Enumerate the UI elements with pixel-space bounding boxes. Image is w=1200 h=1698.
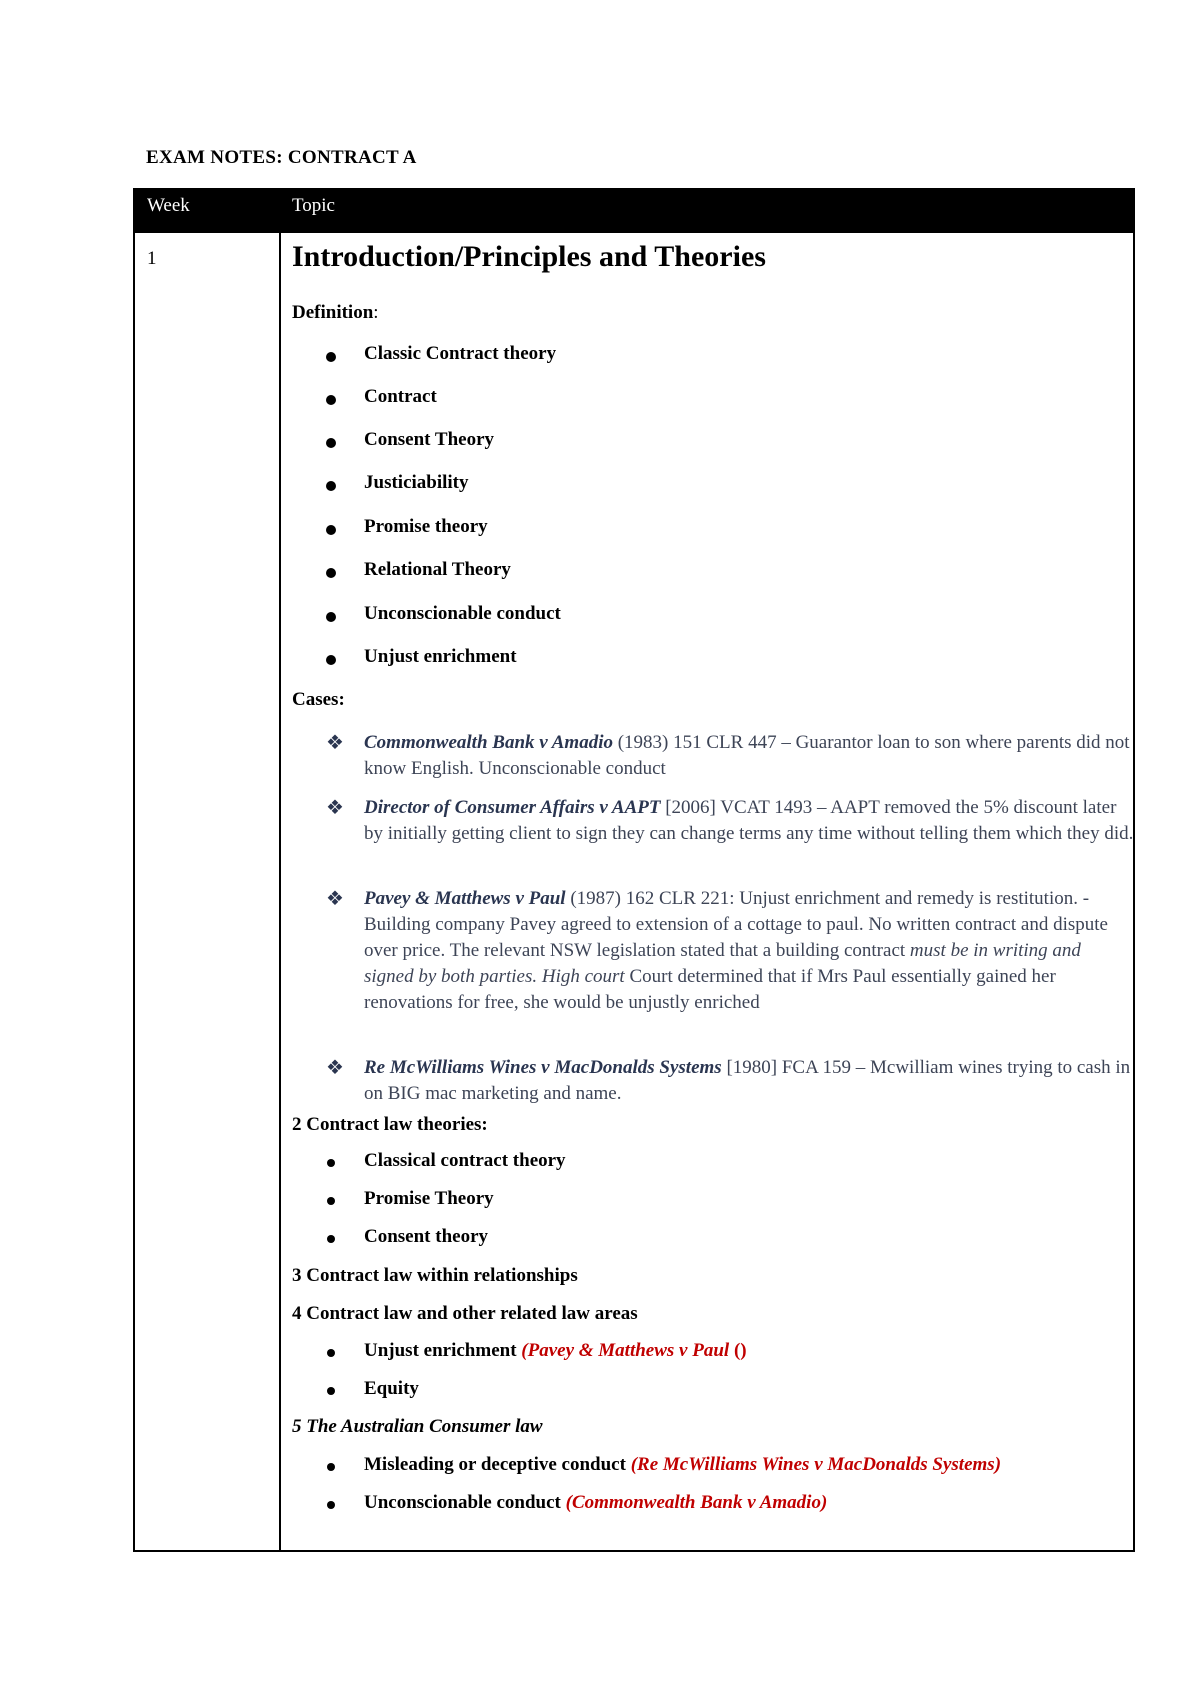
bullet-icon	[326, 612, 336, 622]
case-name: Pavey & Matthews v Paul	[364, 888, 566, 909]
definition-item-label: Relational Theory	[364, 559, 511, 580]
case-reference: (Pavey & Matthews v Paul	[521, 1340, 730, 1361]
definition-colon: :	[373, 302, 379, 323]
definition-item-label: Classic Contract theory	[364, 343, 557, 364]
section-4-item-text: Unjust enrichment	[364, 1340, 522, 1361]
case-detail: [1980] FCA 159 – Mcwilliam wines trying to cash in on BIG mac marketing and name.	[364, 1057, 1131, 1104]
notes-table	[133, 188, 1135, 1552]
case-name: Re McWilliams Wines v MacDonalds Systems	[364, 1057, 722, 1078]
bullet-icon	[326, 352, 336, 362]
bullet-icon	[327, 1159, 335, 1167]
bullet-icon	[327, 1197, 335, 1205]
section-5-label: 5 The Australian Consumer law	[292, 1416, 543, 1437]
section-2-item-label: Consent theory	[364, 1226, 489, 1247]
bullet-icon	[326, 655, 336, 665]
section-5-item-label	[364, 1492, 827, 1514]
case-text	[364, 1055, 1134, 1107]
diamond-bullet-icon: ❖	[326, 1055, 344, 1079]
definition-item-label: Unjust enrichment	[364, 646, 517, 667]
bullet-icon	[327, 1463, 335, 1471]
section-2-item-label: Classical contract theory	[364, 1150, 566, 1171]
bullet-icon	[326, 481, 336, 491]
case-detail-end: Court determined that if Mrs Paul essentially gained her renovations for free, she would be unjustly enriched	[364, 966, 1056, 1013]
bullet-icon	[326, 438, 336, 448]
case-name: Commonwealth Bank v Amadio	[364, 732, 613, 753]
header-topic: Topic	[292, 195, 335, 216]
section-2-label: 2 Contract law theories:	[292, 1114, 488, 1135]
case-text	[364, 730, 1134, 782]
section-2-item-label: Promise Theory	[364, 1188, 494, 1209]
week-number: 1	[147, 248, 157, 269]
definition-label-text: Definition	[292, 302, 374, 323]
case-detail: (1987) 162 CLR 221: Unjust enrichment and remedy is restitution. -Building company Pavey agreed to extension of a cottage to paul. No written contract and dispute over price. The relevant NSW legislation stated that a building contract	[364, 888, 1108, 961]
definition-item-label: Contract	[364, 386, 437, 407]
case-reference-close: ()	[729, 1340, 747, 1361]
bullet-icon	[326, 525, 336, 535]
case-text	[364, 886, 1134, 1016]
bullet-icon	[327, 1387, 335, 1395]
header-week: Week	[147, 195, 190, 216]
section-4-item-label: Equity	[364, 1378, 419, 1399]
topic-heading: Introduction/Principles and Theories	[292, 240, 766, 273]
section-4-item-label	[364, 1340, 747, 1362]
column-divider	[279, 233, 281, 1550]
definition-item-label: Unconscionable conduct	[364, 603, 561, 624]
case-italic-detail: must be in writing and signed by both parties. High court	[364, 940, 1081, 987]
case-reference: (Re McWilliams Wines v MacDonalds Systems)	[630, 1454, 1002, 1475]
bullet-icon	[327, 1235, 335, 1243]
section-5-item-label	[364, 1454, 1001, 1476]
bullet-icon	[327, 1501, 335, 1509]
case-detail: (1983) 151 CLR 447 – Guarantor loan to son where parents did not know English. Unconscionable conduct	[364, 732, 1130, 779]
diamond-bullet-icon: ❖	[326, 730, 344, 754]
section-5-item-text: Misleading or deceptive conduct	[364, 1454, 631, 1475]
case-text	[364, 795, 1134, 847]
section-5-item-text: Unconscionable conduct	[364, 1492, 566, 1513]
definition-item-label: Consent Theory	[364, 429, 495, 450]
document-title: EXAM NOTES: CONTRACT A	[146, 147, 417, 168]
section-4-label: 4 Contract law and other related law areas	[292, 1303, 638, 1324]
definition-item-label: Promise theory	[364, 516, 488, 537]
bullet-icon	[327, 1349, 335, 1357]
definition-item-label: Justiciability	[364, 472, 469, 493]
bullet-icon	[326, 568, 336, 578]
bullet-icon	[326, 395, 336, 405]
case-name: Director of Consumer Affairs v AAPT	[364, 797, 661, 818]
table-header	[135, 190, 1133, 233]
section-3-label: 3 Contract law within relationships	[292, 1265, 578, 1286]
definition-label	[292, 302, 379, 324]
diamond-bullet-icon: ❖	[326, 886, 344, 910]
diamond-bullet-icon: ❖	[326, 795, 344, 819]
case-reference: (Commonwealth Bank v Amadio)	[565, 1492, 828, 1513]
cases-label: Cases:	[292, 689, 345, 710]
case-detail: [2006] VCAT 1493 – AAPT removed the 5% discount later by initially getting client to sign they can change terms any time without telling them which they did.	[364, 797, 1134, 844]
